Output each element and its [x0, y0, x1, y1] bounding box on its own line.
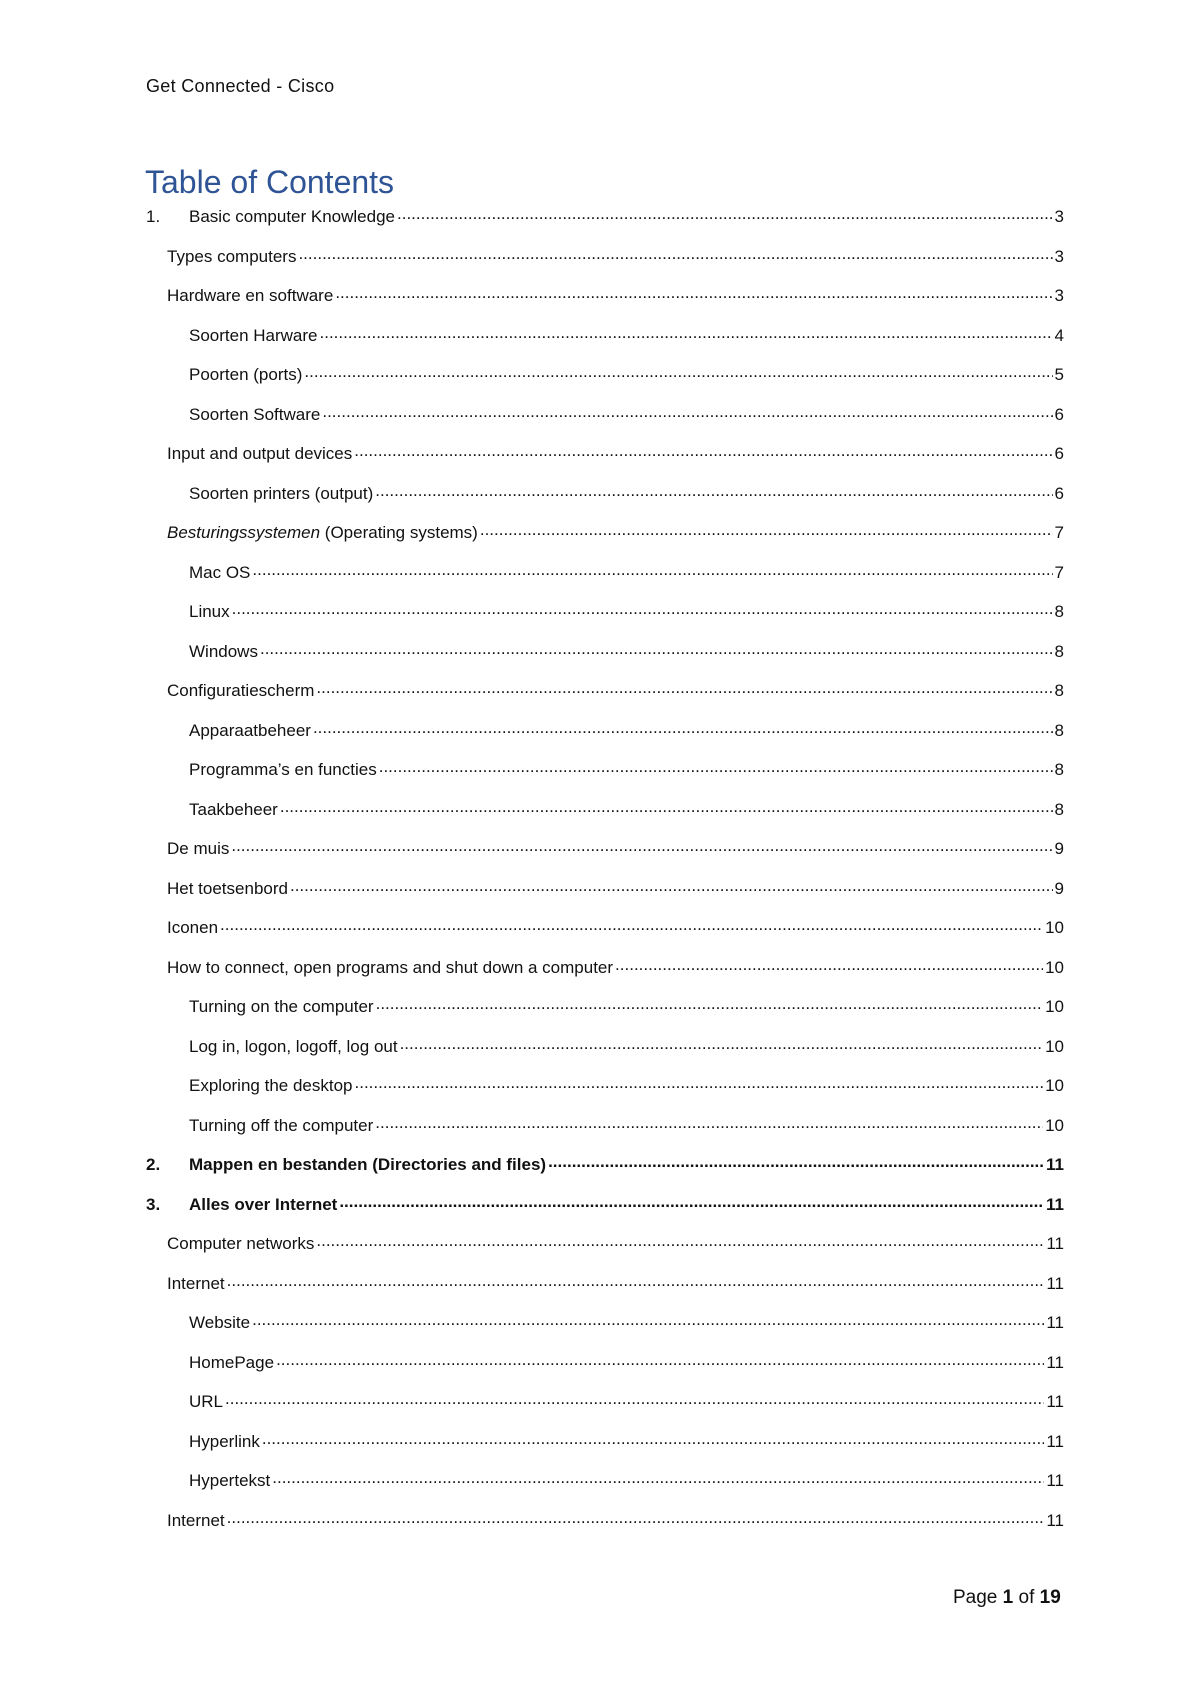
toc-dot-leader [262, 1430, 1044, 1447]
toc-entry-label: Hypertekst [189, 1471, 271, 1490]
toc-dot-leader [227, 1509, 1045, 1526]
toc-entry[interactable] [146, 719, 1064, 759]
toc-dot-leader [313, 719, 1053, 736]
toc-entry-label: Types computers [167, 246, 297, 266]
toc-entry[interactable] [146, 640, 1064, 680]
toc-entry-page-number: 8 [1054, 799, 1064, 819]
toc-entry-label: Internet [167, 1273, 225, 1293]
toc-entry-page-number: 10 [1045, 1076, 1064, 1095]
toc-dot-leader [375, 1114, 1043, 1131]
toc-entry-page-number: 6 [1054, 444, 1064, 463]
toc-dot-leader [322, 403, 1052, 420]
toc-dot-leader [355, 1074, 1044, 1091]
footer-page-label: Page [953, 1587, 998, 1608]
toc-entry-page-number: 7 [1054, 523, 1064, 542]
toc-dot-leader [376, 995, 1043, 1012]
toc-entry-label: Windows [189, 641, 258, 661]
toc-entry[interactable] [146, 956, 1064, 996]
toc-entry[interactable] [146, 1351, 1064, 1391]
toc-entry-label: Mappen en bestanden (Directories and files) [189, 1155, 547, 1174]
toc-entry-page-number: 7 [1054, 562, 1064, 582]
toc-entry-page-number: 10 [1045, 918, 1064, 937]
toc-entry-page-number: 3 [1054, 286, 1064, 305]
toc-entry-label: Basic computer Knowledge [189, 207, 396, 226]
toc-entry[interactable] [146, 403, 1064, 443]
toc-entry-label: Hardware en software [167, 286, 334, 305]
toc-entry-page-number: 9 [1054, 839, 1064, 858]
toc-dot-leader [339, 1193, 1044, 1210]
toc-entry-label: Hyperlink [189, 1431, 260, 1451]
toc-entry-page-number: 8 [1054, 720, 1064, 740]
toc-dot-leader [379, 758, 1053, 775]
toc-entry-label: De muis [167, 839, 230, 858]
toc-entry[interactable] [146, 245, 1064, 285]
footer-current-page: 1 [1002, 1587, 1014, 1608]
toc-dot-leader [220, 916, 1043, 933]
toc-entry-label: Programma’s en functies [189, 760, 377, 779]
toc-entry-label: Internet [167, 1510, 225, 1530]
toc-entry-page-number: 5 [1054, 365, 1064, 384]
toc-entry[interactable] [146, 1469, 1064, 1509]
toc-entry-label: Configuratiescherm [167, 681, 315, 700]
toc-entry[interactable] [146, 837, 1064, 877]
toc-entry-page-number: 11 [1046, 1194, 1064, 1214]
toc-dot-leader [335, 284, 1052, 301]
toc-entry[interactable] [146, 1232, 1064, 1272]
toc-entry[interactable] [146, 1509, 1064, 1549]
toc-entry-page-number: 11 [1046, 1471, 1064, 1490]
toc-entry[interactable] [146, 482, 1064, 522]
toc-entry-label: Turning off the computer [189, 1115, 374, 1135]
toc-entry-label: Alles over Internet [189, 1194, 338, 1214]
toc-dot-leader [400, 1035, 1044, 1052]
toc-entry-page-number: 10 [1045, 1115, 1064, 1135]
toc-dot-leader [252, 1311, 1044, 1328]
toc-entry-label: How to connect, open programs and shut down a computer [167, 957, 614, 977]
toc-dot-leader [397, 205, 1053, 222]
toc-entry-page-number: 11 [1046, 1155, 1064, 1174]
toc-entry-label: Mac OS [189, 562, 251, 582]
toc-entry-page-number: 10 [1045, 957, 1064, 977]
toc-entry-number: 1. [146, 207, 161, 226]
toc-dot-leader [232, 600, 1053, 617]
toc-entry[interactable] [146, 877, 1064, 917]
toc-entry-label [167, 523, 478, 543]
toc-dot-leader [231, 837, 1052, 854]
toc-dot-leader [272, 1469, 1044, 1486]
toc-entry-label: Het toetsenbord [167, 878, 288, 898]
toc-entry[interactable] [146, 284, 1064, 324]
toc-title: Table of Contents [145, 164, 395, 200]
toc-entry-number: 3. [146, 1194, 161, 1214]
toc-entry-page-number: 11 [1046, 1313, 1064, 1332]
toc-entry-page-number: 8 [1054, 641, 1064, 661]
toc-entry-page-number: 11 [1046, 1510, 1064, 1530]
toc-dot-leader [375, 482, 1052, 499]
toc-entry-page-number: 6 [1054, 483, 1064, 503]
toc-entry-label: Poorten (ports) [189, 365, 303, 384]
toc-entry-page-number: 10 [1045, 997, 1064, 1016]
toc-entry-page-number: 8 [1054, 681, 1064, 700]
toc-entry-label: Iconen [167, 918, 219, 937]
toc-entry[interactable] [146, 798, 1064, 838]
toc-entry-number: 2. [146, 1155, 161, 1174]
toc-entry-label: Soorten printers (output) [189, 483, 374, 503]
toc-dot-leader [615, 956, 1043, 973]
toc-dot-leader [298, 245, 1052, 262]
toc-entry-page-number: 11 [1046, 1392, 1064, 1411]
toc-entry-page-number: 11 [1046, 1431, 1064, 1451]
page-footer [953, 1587, 1061, 1609]
toc-entry[interactable] [146, 324, 1064, 364]
toc-entry-label: Website [189, 1313, 251, 1332]
toc-entry-label: Exploring the desktop [189, 1076, 353, 1095]
toc-entry-page-number: 6 [1054, 404, 1064, 424]
toc-entry[interactable] [146, 995, 1064, 1035]
toc-dot-leader [480, 521, 1053, 538]
toc-dot-leader [316, 1232, 1044, 1249]
toc-entry[interactable] [146, 1311, 1064, 1351]
toc-entry-page-number: 11 [1046, 1352, 1064, 1372]
toc-entry[interactable] [146, 1074, 1064, 1114]
toc-entry[interactable] [146, 916, 1064, 956]
toc-entry-label: Turning on the computer [189, 997, 374, 1016]
toc-dot-leader [304, 363, 1052, 380]
footer-total-pages: 19 [1039, 1587, 1061, 1608]
toc-entry[interactable] [146, 1430, 1064, 1470]
toc-dot-leader [225, 1390, 1044, 1407]
toc-entry[interactable] [146, 1390, 1064, 1430]
toc-entry-page-number: 9 [1054, 878, 1064, 898]
toc-dot-leader [548, 1153, 1044, 1170]
toc-entry-label-italic: Besturingssystemen [167, 523, 321, 542]
footer-of-label: of [1018, 1587, 1035, 1608]
toc-entry-page-number: 8 [1054, 602, 1064, 621]
toc-entry-label: Soorten Harware [189, 325, 318, 345]
toc-entry[interactable] [146, 561, 1064, 601]
toc-entry[interactable] [146, 1193, 1064, 1233]
toc-entry[interactable] [146, 442, 1064, 482]
page-header: Get Connected - Cisco [146, 76, 335, 96]
toc-entry-page-number: 8 [1054, 760, 1064, 779]
toc-entry-page-number: 4 [1054, 325, 1064, 345]
toc-entry-label: Log in, logon, logoff, log out [189, 1036, 398, 1056]
toc-entry-label: Soorten Software [189, 404, 321, 424]
toc-entry[interactable] [146, 758, 1064, 798]
toc-entry-page-number: 11 [1046, 1234, 1064, 1253]
toc-entry-label: Input and output devices [167, 444, 353, 463]
toc-dot-leader [276, 1351, 1044, 1368]
toc-dot-leader [316, 679, 1052, 696]
toc-entry[interactable] [146, 1153, 1064, 1193]
toc-entry[interactable] [146, 521, 1064, 561]
toc-entry-label: Linux [189, 602, 230, 621]
toc-dot-leader [280, 798, 1053, 815]
toc-entry-page-number: 3 [1054, 246, 1064, 266]
toc-entry[interactable] [146, 205, 1064, 245]
toc-entry[interactable] [146, 1035, 1064, 1075]
toc-dot-leader [252, 561, 1052, 578]
toc-entry-label: URL [189, 1392, 224, 1411]
toc-entry-label: Apparaatbeheer [189, 720, 311, 740]
toc-entry-label: HomePage [189, 1352, 275, 1372]
toc-dot-leader [320, 324, 1053, 341]
toc-dot-leader [227, 1272, 1045, 1289]
toc-entry-label: Computer networks [167, 1234, 315, 1253]
toc-entry-page-number: 3 [1054, 207, 1064, 226]
toc-entry[interactable] [146, 1272, 1064, 1312]
toc-entry-label: Taakbeheer [189, 799, 278, 819]
toc-entry-page-number: 10 [1045, 1036, 1064, 1056]
toc-entry[interactable] [146, 600, 1064, 640]
toc-dot-leader [290, 877, 1053, 894]
toc-entry[interactable] [146, 679, 1064, 719]
toc-entry-label-suffix: (Operating systems) [320, 523, 478, 542]
toc-dot-leader [260, 640, 1053, 657]
table-of-contents [146, 205, 1064, 1548]
toc-dot-leader [354, 442, 1052, 459]
toc-entry[interactable] [146, 1114, 1064, 1154]
toc-entry[interactable] [146, 363, 1064, 403]
toc-entry-page-number: 11 [1046, 1273, 1064, 1293]
